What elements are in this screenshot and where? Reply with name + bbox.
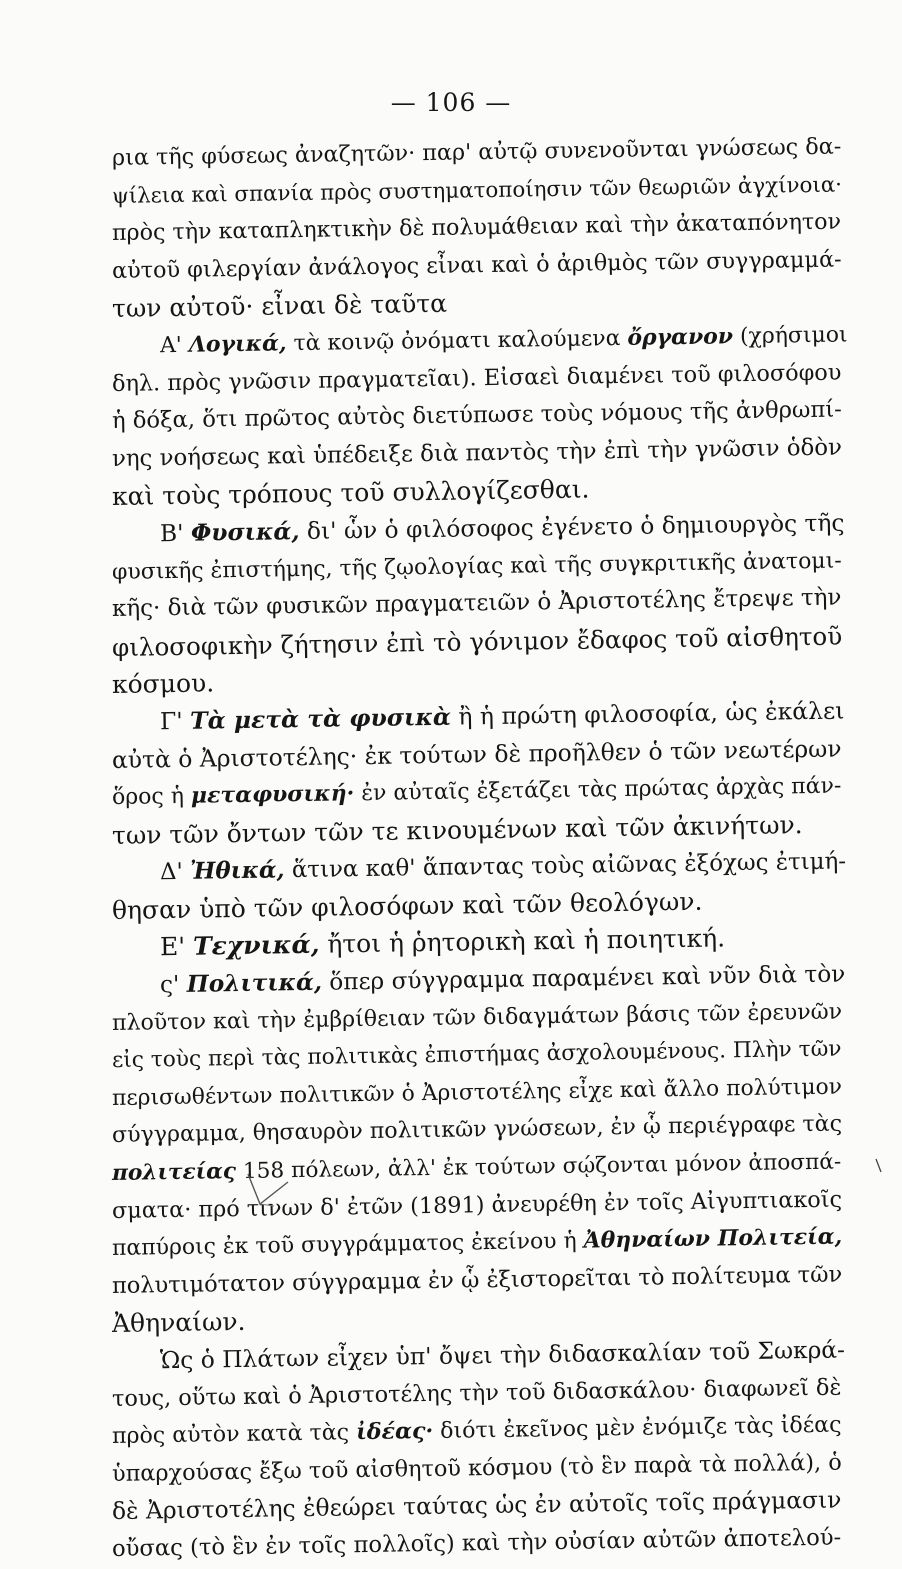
text-segment: σύγγραμμα, θησαυρὸν πολιτικῶν γνώσεων, ἐν ᾧ περιέγραφε τὰς [111,1110,843,1149]
text-segment: οὔσας (τὸ ἓν ἐν τοῖς πολλοῖς) καὶ τὴν οὐσίαν αὐτῶν ἀποτελού- [111,1524,842,1562]
text-segment: ὅρος ἡ [111,783,192,811]
margin-tick-icon [874,1158,884,1174]
text-segment: πολυτιμότατον σύγγραμμα ἐν ᾧ ἐξιστορεῖται τὸ πολίτευμα τῶν [111,1261,843,1299]
text-segment: τὰ κοινῷ ὀνόματι καλούμενα [286,325,628,357]
emphasized-term: Ἠθικά, [189,856,285,886]
emphasized-term: Ἀθηναίων Πολιτεία, [583,1223,843,1254]
text-segment: θησαν ὑπὸ τῶν φιλοσόφων καὶ τῶν θεολόγων. [111,886,703,925]
text-segment: των αὐτοῦ· εἶναι δὲ ταῦτα [111,289,448,324]
text-segment: ἡ δόξα, ὅτι πρῶτος αὐτὸς διετύπωσε τοὺς νόμους τῆς ἀνθρωπί- [111,396,843,435]
text-segment: ἐν αὐταῖς ἐξετάζει τὰς πρώτας ἀρχὰς πάν- [354,773,842,807]
emphasized-term: Πολιτικά, [186,968,323,998]
text-segment: δηλ. πρὸς γνῶσιν πραγματεῖαι). Εἰσαεὶ διαμένει τοῦ φιλοσόφου [111,359,842,397]
text-segment: (χρήσιμοι [732,322,848,350]
emphasized-term: Τεχνικά, [192,930,320,962]
emphasized-term: ἰδέας· [355,1418,434,1446]
text-segment: σματα· πρό τινων δ' ἐτῶν (1891) ἀνευρέθη ἐν τοῖς Αἰγυπτιακοῖς [111,1186,843,1224]
text-segment: διότι ἐκεῖνος μὲν ἐνόμιζε τὰς ἰδέας [432,1411,842,1445]
text-segment: εἰς τοὺς περὶ τὰς πολιτικὰς ἐπιστήμας ἀσχολουμένους. Πλὴν τῶν [111,1036,842,1074]
text-segment: τους, οὕτω καὶ ὁ Ἀριστοτέλης τὴν τοῦ διδασκάλου· διαφωνεῖ δὲ [111,1374,842,1412]
text-segment: κῆς· διὰ τῶν φυσικῶν πραγματειῶν ὁ Ἀριστοτέλης ἔτρεψε τὴν [111,584,842,623]
text-segment: ς' [159,970,187,999]
text-segment: καὶ τοὺς τρόπους τοῦ συλλογίζεσθαι. [111,474,590,512]
text-segment: δι' ὧν ὁ φιλόσοφος ἐγένετο ὁ δημιουργὸς τῆς [299,508,845,545]
text-segment: Γ' [159,706,191,736]
text-segment: αὐτὰ ὁ Ἀριστοτέλης· ἐκ τούτων δὲ προῆλθεν ὁ τῶν νεωτέρων [111,734,842,774]
emphasized-term: Τὰ μετὰ τὰ φυσικὰ [189,702,452,735]
emphasized-term: Φυσικά, [190,516,300,547]
body-text [111,133,848,1569]
text-segment: φιλοσοφικὴν ζήτησιν ἐπὶ τὸ γόνιμον ἔδαφος τοῦ αἰσθητοῦ [111,621,843,662]
pencil-mark-icon [244,1170,294,1210]
emphasized-term: μεταφυσική· [190,780,355,809]
emphasized-term: ὄργανον [627,323,734,351]
text-segment: νης νοήσεως καὶ ὑπέδειξε διὰ παντὸς τὴν ἐπὶ τὴν γνῶσιν ὁδὸν [111,434,843,472]
text-segment: ρια τῆς φύσεως ἀναζητῶν· παρ' αὐτῷ συνενοῦνται γνώσεως δα- [111,133,842,171]
text-segment: πρὸς αὐτὸν κατὰ τὰς [111,1419,357,1450]
text-segment: 158 πόλεων, ἀλλ' ἐκ τούτων σῴζονται μόνον ἀποσπά- [235,1149,842,1185]
page-number: — 106 — [390,88,512,117]
emphasized-term: πολιτείας [111,1159,237,1187]
text-segment: ὅπερ σύγγραμμα παραμένει καὶ νῦν διὰ τὸν [321,960,846,996]
text-segment: Β' [159,518,192,548]
text-segment: φυσικῆς ἐπιστήμης, τῆς ζῳολογίας καὶ τῆς συγκριτικῆς ἀνατομι- [111,548,842,585]
text-segment: Ἀθηναίων. [111,1307,246,1339]
text-segment: ἤτοι ἡ ῥητορικὴ καὶ ἡ ποιητική. [319,923,726,960]
text-segment: Ὡς ὁ Πλάτων εἶχεν ὑπ' ὄψει τὴν διδασκαλίαν τοῦ Σωκρά- [159,1335,846,1375]
text-segment: Ε' [159,932,194,962]
text-segment: πρὸς τὴν καταπληκτικὴν δὲ πολυμάθειαν καὶ τὴν ἀκαταπόνητον [111,208,842,247]
text-segment: περισωθέντων πολιτικῶν ὁ Ἀριστοτέλης εἶχε καὶ ἄλλο πολύτιμον [111,1074,843,1111]
text-segment: ψίλεια καὶ σπανία πρὸς συστηματοποίησιν τῶν θεωριῶν ἀγχίνοια· [111,172,843,209]
text-segment: αὐτοῦ φιλεργίαν ἀνάλογος εἶναι καὶ ὁ ἀριθμὸς τῶν συγγραμμά- [111,246,842,284]
text-segment: πλοῦτον καὶ τὴν ἐμβρίθειαν τῶν διδαγμάτων βάσις τῶν ἐρευνῶν [111,999,843,1036]
text-segment: ἅτινα καθ' ἅπαντας τοὺς αἰῶνας ἐξόχως ἐτιμή- [284,848,847,884]
text-segment: ὑπαρχούσας ἔξω τοῦ αἰσθητοῦ κόσμου (τὸ ἓν παρὰ τὰ πολλά), ὁ [111,1449,842,1487]
text-segment: δὲ Ἀριστοτέλης ἐθεώρει ταύτας ὡς ἐν αὐτοῖς τοῖς πράγμασιν [111,1485,842,1526]
text-segment: κόσμου. [111,668,215,700]
text-segment: ἢ ἡ πρώτη φιλοσοφία, ὡς ἐκάλει [450,696,845,731]
text-segment: Δ' [159,859,191,886]
text-segment: Α' [159,332,190,359]
text-segment: των τῶν ὄντων τῶν τε κινουμένων καὶ τῶν ἀκινήτων. [111,809,803,850]
text-segment: παπύροις ἐκ τοῦ συγγράμματος ἐκείνου ἡ [111,1228,584,1262]
emphasized-term: Λογικά, [188,330,287,358]
